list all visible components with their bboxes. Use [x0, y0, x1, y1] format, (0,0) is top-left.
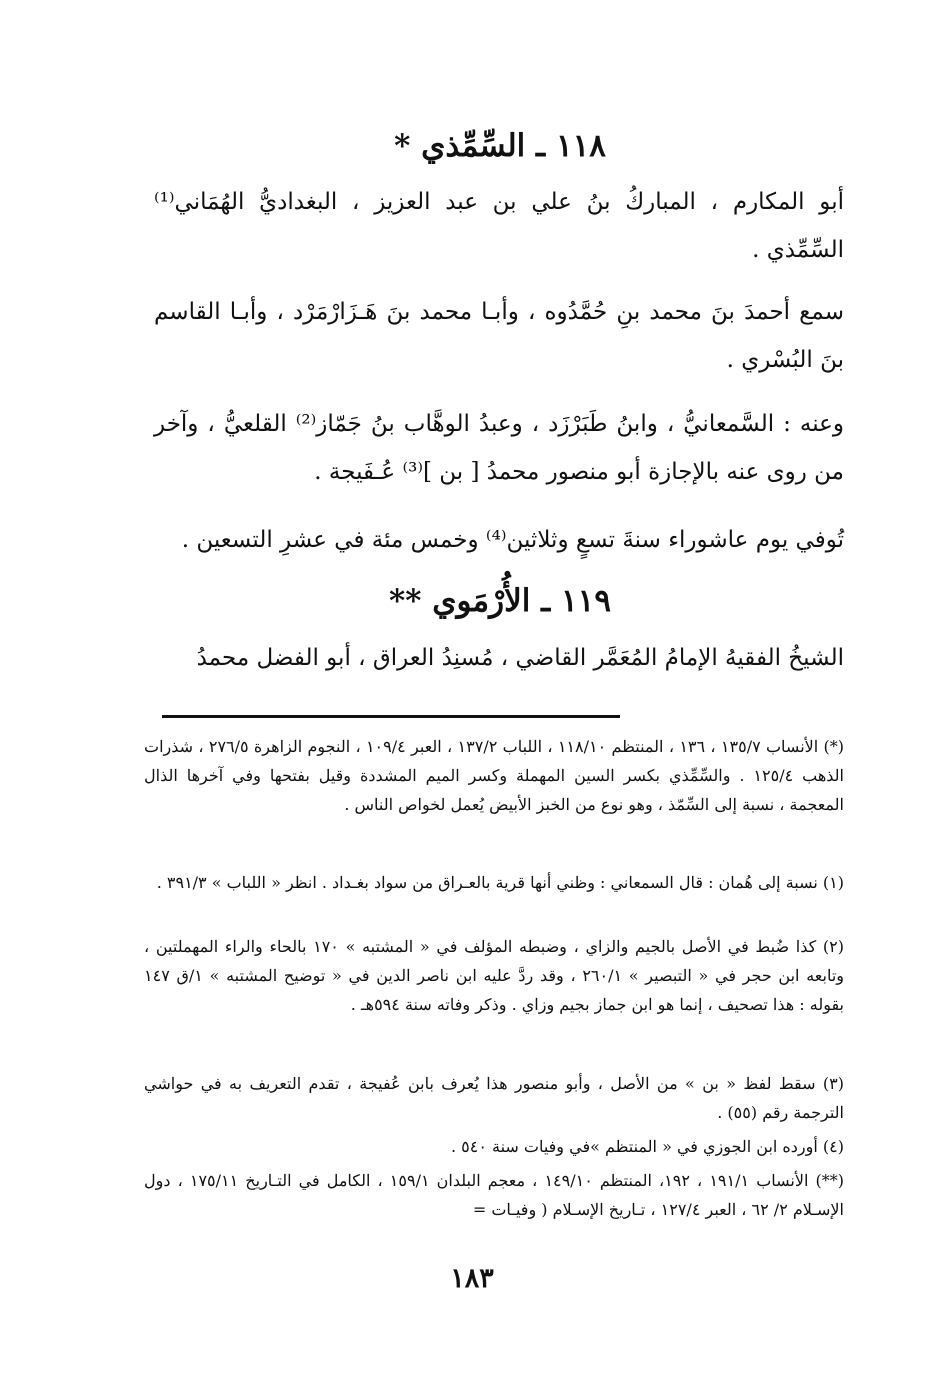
- footnote-1: (١) نسبة إلى هُمان : قال السمعاني : وظني أنها قرية بالعـراق من سواد بغـداد . انظر « اللباب » ٣٩١/٣ .: [156, 873, 844, 892]
- footnote-sources-118: (*) الأنساب ١٣٥/٧ ، ١٣٦ ، المنتظم ١١٨/١٠ ، اللباب ١٣٧/٢ ، العبر ١٠٩/٤ ، النجوم الزاهرة ٢٧٦/٥ ، شذرات الذهب ١٢٥/٤ . والسِّمِّذي بكسر السين المهملة وكسر الميم المشددة وقيل بفتحها وفي آخرها الذال المعجمة ، نسبة إلى السِّمّذ ، وهو نوع من الخبز الأبيض يُعمل لخواص الناس .: [144, 737, 845, 814]
- entry-118-heading: ١١٨ ـ السِّمِّذي *: [394, 128, 606, 164]
- entry-118-death-paragraph: تُوفي يوم عاشوراء سنةَ تسعٍ وثلاثين⁽⁴⁾ وخمس مئة في عشرِ التسعين .: [181, 527, 844, 553]
- footnote-2: (٢) كذا ضُبط في الأصل بالجيم والزاي ، وضبطه المؤلف في « المشتبه » ١٧٠ بالحاء والراء المهملتين ، وتابعه ابن حجر في « التبصير » ٢٦٠/١ ، وقد ردَّ عليه ابن ناصر الدين في « توضيح المشتبه » ١/ق ١٤٧ بقوله : هذا تصحيف ، إنما هو ابن جماز بجيم وزاي . وذكر وفاته سنة ٥٩٤هـ .: [144, 937, 845, 1014]
- footnote-sources-119: (**) الأنساب ١٩١/١ ، ١٩٢، المنتظم ١٤٩/١٠ ، معجم البلدان ١٥٩/١ ، الكامل في التـاريخ ١٧٥/١١ ، دول الإسـلام ٢/ ٦٢ ، العبر ١٢٧/٤ ، تـاريخ الإسـلام ( وفيـات =: [144, 1171, 845, 1219]
- footnote-3: (٣) سقط لفظ « بن » من الأصل ، وأبو منصور هذا يُعرف بابن عُفيجة ، تقدم التعريف به في حواشي الترجمة رقم (٥٥) .: [144, 1074, 844, 1122]
- page-number: ١٨٣: [450, 1263, 494, 1294]
- entry-118-name-paragraph: أبو المكارم ، المباركُ بنُ علي بن عبد العزيز ، البغداديُّ الهُمَاني⁽¹⁾ السِّمِّذي .: [154, 189, 844, 263]
- footnote-divider: [162, 715, 620, 718]
- entry-119-heading: ١١٩ ـ الأُرْمَوي **: [389, 583, 611, 619]
- entry-118-heard-from-paragraph: سمع أحمدَ بنَ محمد بنِ حُمَّدُوه ، وأبـا محمد بنَ هَـزَارْمَرْد ، وأبـا القاسم بنَ البُسْري .: [154, 299, 844, 373]
- footnote-4: (٤) أورده ابن الجوزي في « المنتظم »في وفيات سنة ٥٤٠ .: [450, 1137, 844, 1156]
- entry-119-name-paragraph: الشيخُ الفقيهُ الإمامُ المُعَمَّر القاضي ، مُسنِدُ العراق ، أبو الفضل محمدُ: [196, 645, 844, 671]
- entry-118-narrators-paragraph: وعنه : السَّمعانيُّ ، وابنُ طَبَرْزَد ، وعبدُ الوهَّاب بنُ جَمّاز⁽²⁾ القلعيُّ ، وآخر من روى عنه بالإجازة أبو منصور محمدُ [ بن ]⁽³⁾ عُـفَيجة .: [154, 411, 844, 485]
